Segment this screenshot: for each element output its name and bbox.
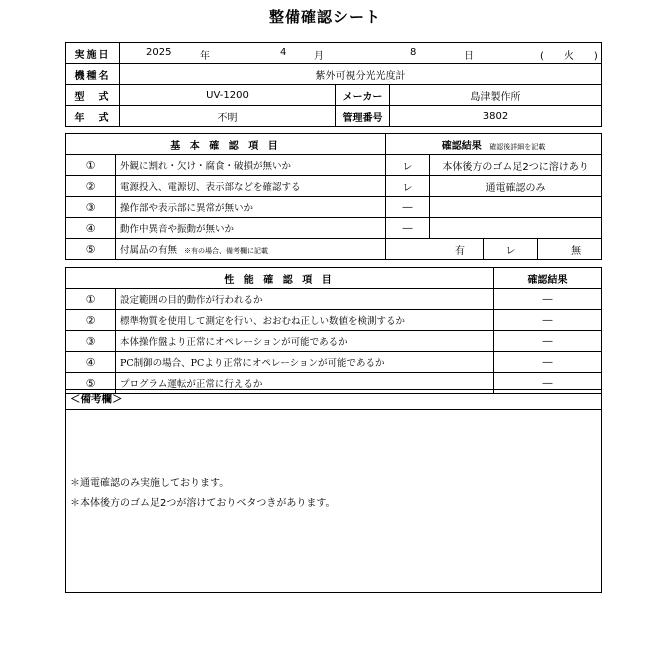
model-name-value[interactable]: 紫外可視分光光度計 [120, 64, 602, 85]
check-detail[interactable] [430, 218, 602, 239]
check-result[interactable]: ― [494, 289, 602, 310]
remarks-label: ＜備考欄＞ [66, 390, 601, 410]
type-label: 型 式 [66, 85, 120, 106]
item-number: ⑤ [66, 239, 116, 260]
item-text: 外観に割れ・欠け・腐食・破損が無いか [116, 155, 386, 176]
accessory-text: 付属品の有無 [120, 245, 178, 256]
table-row [66, 331, 602, 352]
basic-result-title: 確認結果 [441, 140, 482, 152]
date-month-unit: 月 [314, 51, 324, 62]
page-title: 整備確認シート [268, 8, 381, 26]
item-number: ① [66, 289, 116, 310]
table-row [66, 197, 602, 218]
accessory-note: ※有の場合、備考欄に記載 [184, 247, 269, 255]
table-row [66, 239, 602, 260]
table-row [66, 310, 602, 331]
item-number: ② [66, 176, 116, 197]
basic-check-table [65, 133, 602, 260]
check-mark[interactable]: ― [386, 197, 430, 218]
remarks-box[interactable] [65, 389, 602, 593]
year-value[interactable]: 不明 [120, 106, 336, 127]
item-text: 電源投入、電源切、表示部などを確認する [116, 176, 386, 197]
item-number: ④ [66, 352, 116, 373]
item-text: 標準物質を使用して測定を行い、おおむね正しい数値を検測するか [116, 310, 494, 331]
year-label: 年 式 [66, 106, 120, 127]
accessory-no[interactable]: 無 [538, 239, 602, 260]
date-year-unit: 年 [200, 51, 210, 62]
item-text [116, 239, 386, 260]
item-number: ① [66, 155, 116, 176]
table-row [66, 218, 602, 239]
item-text: 本体操作盤より正常にオペレーションが可能であるか [116, 331, 494, 352]
check-detail[interactable]: 本体後方のゴム足2つに溶けあり [430, 155, 602, 176]
mgmt-label: 管理番号 [336, 106, 390, 127]
basic-header: 基 本 確 認 項 目 [66, 134, 386, 155]
perf-result-header: 確認結果 [494, 268, 602, 289]
item-number: ③ [66, 331, 116, 352]
item-text: PC制御の場合、PCより正常にオペレーションが可能であるか [116, 352, 494, 373]
check-result[interactable]: ― [494, 373, 602, 394]
remarks-line: ＊通電確認のみ実施しております。 [70, 478, 230, 489]
check-mark[interactable]: ― [386, 218, 430, 239]
date-day-unit: 日 [464, 51, 474, 62]
accessory-mark[interactable]: レ [484, 239, 538, 260]
maker-label: メーカー [336, 85, 390, 106]
date-field[interactable] [120, 43, 602, 64]
table-row [66, 352, 602, 373]
date-month: 4 [280, 47, 287, 58]
item-number: ③ [66, 197, 116, 218]
accessory-yes[interactable]: 有 [386, 239, 484, 260]
item-number: ② [66, 310, 116, 331]
remarks-line: ＊本体後方のゴム足2つが溶けておりベタつきがあります。 [70, 498, 336, 509]
mgmt-value[interactable]: 3802 [390, 106, 602, 127]
table-row [66, 155, 602, 176]
item-text: 設定範囲の目的動作が行われるか [116, 289, 494, 310]
item-number: ④ [66, 218, 116, 239]
model-name-label: 機種名 [66, 64, 120, 85]
table-row [66, 176, 602, 197]
check-result[interactable]: ― [494, 310, 602, 331]
maker-value[interactable]: 島津製作所 [390, 85, 602, 106]
check-detail[interactable] [430, 197, 602, 218]
check-mark[interactable]: レ [386, 176, 430, 197]
check-detail[interactable]: 通電確認のみ [430, 176, 602, 197]
perf-header: 性 能 確 認 項 目 [66, 268, 494, 289]
check-mark[interactable]: レ [386, 155, 430, 176]
item-text: 操作部や表示部に異常が無いか [116, 197, 386, 218]
date-weekday: ( 火 ) [540, 51, 598, 62]
header-table [65, 42, 602, 127]
basic-result-header [386, 134, 602, 155]
type-value[interactable]: UV-1200 [120, 85, 336, 106]
basic-result-note: 確認後詳細を記載 [489, 142, 546, 151]
check-result[interactable]: ― [494, 331, 602, 352]
performance-check-table [65, 267, 602, 394]
check-result[interactable]: ― [494, 352, 602, 373]
table-row [66, 289, 602, 310]
date-day: 8 [410, 47, 417, 58]
item-text: プログラム運転が正常に行えるか [116, 373, 494, 394]
date-label: 実施日 [66, 43, 120, 64]
item-number: ⑤ [66, 373, 116, 394]
item-text: 動作中異音や振動が無いか [116, 218, 386, 239]
date-year: 2025 [146, 47, 172, 58]
